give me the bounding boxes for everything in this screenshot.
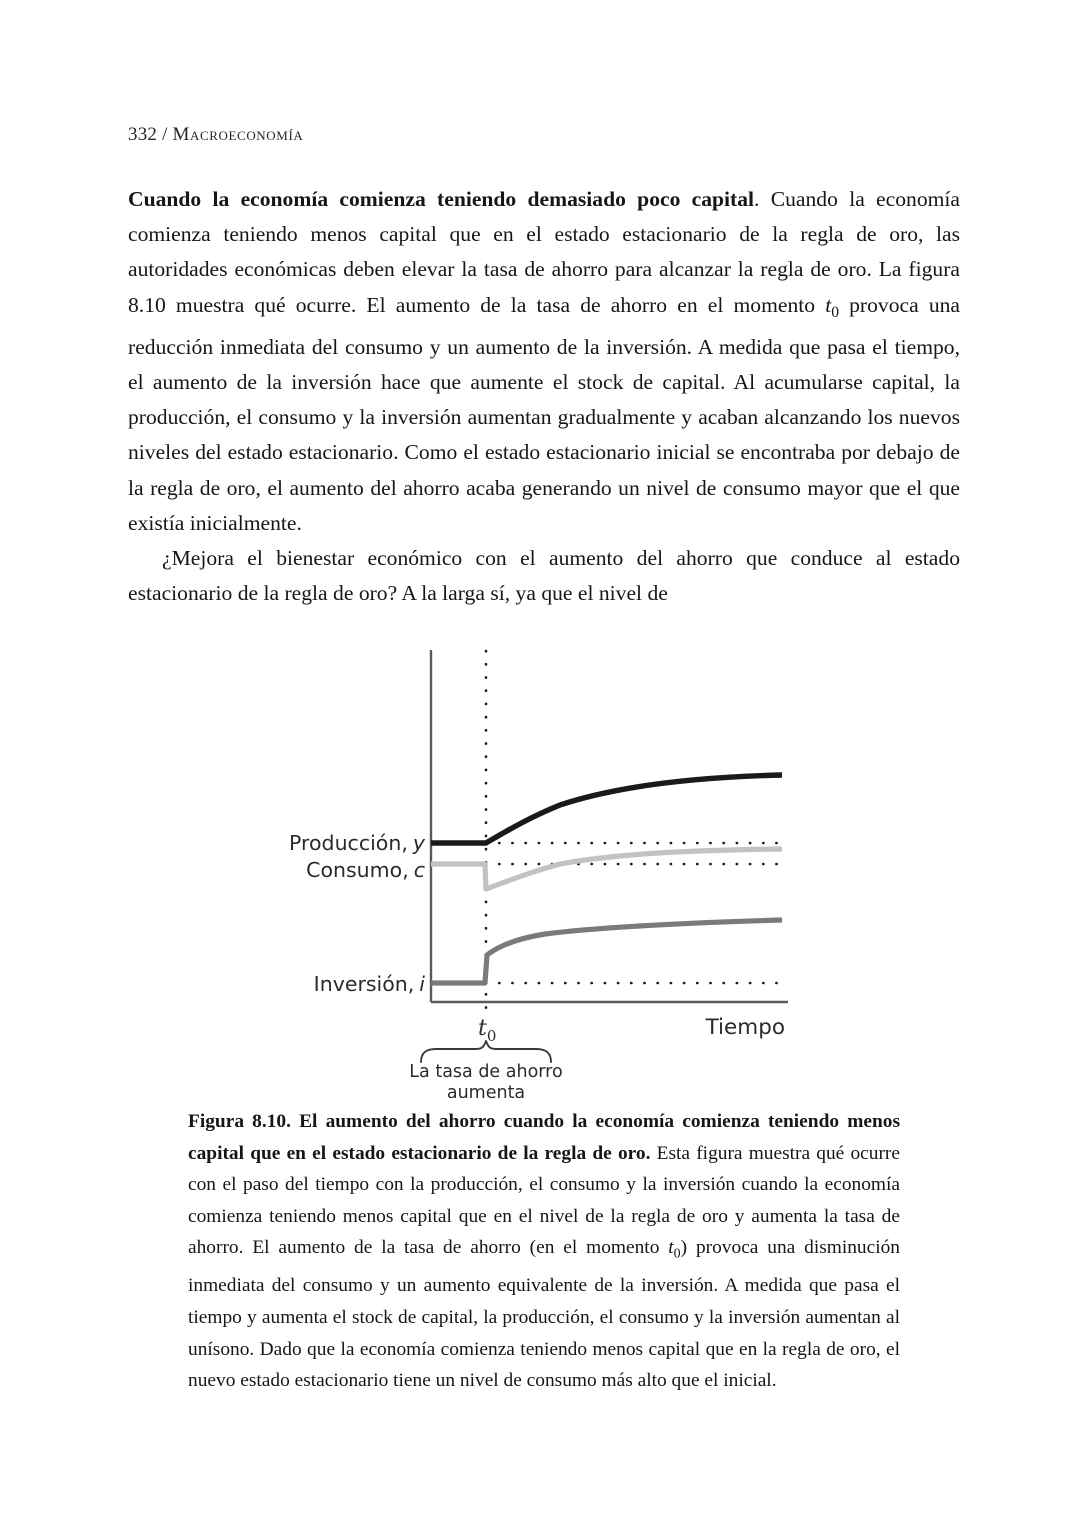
- inline-t-subscript: 0: [831, 303, 839, 321]
- caption-bold-part: Figura 8.10. El aumento del ahorro cuando la economía comienza teniendo menos capital que en el estado estacionario de la regla de oro.: [188, 1111, 900, 1164]
- curve-produccion: [431, 775, 782, 843]
- caption-text-before: Esta figura muestra qué ocurre con el paso del tiempo con la producción, el consumo y la inversión cuando la economía comienza teniendo menos capital que en el nivel de la regla de oro y aumenta la tasa de ahorro. El aumento de la tasa de ahorro (en el momento: [188, 1142, 900, 1259]
- figure-chart: [0, 628, 1080, 1098]
- label-t0: $t_0$: [478, 1016, 497, 1045]
- label-produccion: Producción, y: [289, 831, 425, 855]
- brace-label-line2: aumenta: [446, 1083, 526, 1098]
- paragraph-1: [128, 182, 960, 541]
- label-tiempo: Tiempo: [705, 1015, 785, 1040]
- page-folio: 332: [128, 124, 158, 145]
- body-text-column: [128, 182, 960, 611]
- figure-caption: [188, 1106, 900, 1397]
- running-head: [128, 124, 303, 146]
- label-inversion: Inversión, i: [313, 972, 425, 996]
- label-consumo: Consumo, c: [306, 858, 425, 882]
- caption-t-subscript: 0: [673, 1246, 681, 1262]
- paragraph-1-text-before: . Cuando la economía comienza teniendo menos capital que en el estado estacionario de la regla de oro, las autoridades económicas deben elevar la tasa de ahorro para alcanzar la regla de oro. La figura 8.10 muestra qué ocurre. El aumento de la tasa de ahorro en el momento: [128, 187, 960, 317]
- running-head-title: Macroeconomía: [172, 124, 304, 145]
- curve-inversion: [431, 920, 782, 983]
- inline-t-symbol: t: [825, 292, 832, 317]
- paragraph-1-lead: Cuando la economía comienza teniendo demasiado poco capital: [128, 187, 755, 211]
- paragraph-1-text-after: provoca una reducción inmediata del consumo y un aumento de la inversión. A medida que pasa el tiempo, el aumento de la inversión hace que aumente el stock de capital. Al acumularse capital, la producción, el consumo y la inversión aumentan gradualmente y acaban alcanzando los nuevos niveles del estado estacionario. Como el estado estacionario inicial se encontraba por debajo de la regla de oro, el aumento del ahorro acaba generando un nivel de consumo mayor que el que existía inicialmente.: [128, 292, 960, 535]
- figure-8-10: [0, 628, 1080, 1098]
- paragraph-2: ¿Mejora el bienestar económico con el aumento del ahorro que conduce al estado estacionario de la regla de oro? A la larga sí, ya que el nivel de: [128, 546, 960, 606]
- running-head-separator: /: [162, 124, 168, 145]
- caption-t-symbol: t: [668, 1237, 674, 1259]
- figure-caption-column: [188, 1106, 900, 1397]
- brace-label-line1: La tasa de ahorro: [409, 1062, 563, 1082]
- caption-text-after: ) provoca una disminución inmediata del consumo y un aumento equivalente de la inversión. A medida que pasa el tiempo y aumenta el stock de capital, la producción, el consumo y la inversión aumentan al unísono. Dado que la economía comienza teniendo menos capital que en la regla de oro, el nuevo estado estacionario tiene un nivel de consumo más alto que el inicial.: [188, 1237, 900, 1392]
- curve-consumo: [431, 849, 782, 889]
